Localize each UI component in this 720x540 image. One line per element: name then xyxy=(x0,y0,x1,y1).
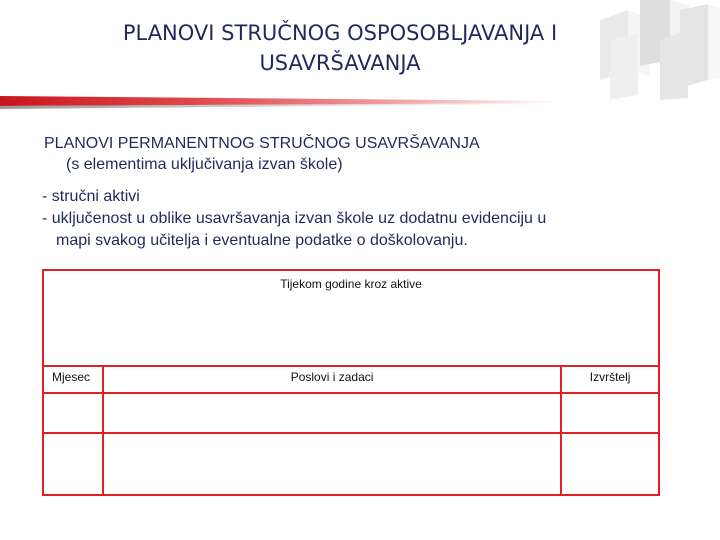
page-title xyxy=(60,18,620,78)
column-poslovi: Poslovi i zadaci xyxy=(103,366,561,393)
bullet-list xyxy=(42,186,682,252)
table-cell xyxy=(103,433,561,495)
bullet-item-2: - uključenost u oblike usavršavanja izvan škole uz dodatnu evidenciju u xyxy=(42,210,547,227)
plan-table xyxy=(42,269,660,496)
table-cell xyxy=(43,433,103,495)
table-header-row xyxy=(43,270,659,366)
table-header-text: Tijekom godine kroz aktive xyxy=(280,277,422,291)
table-row xyxy=(43,433,659,495)
title-line-1: PLANOVI STRUČNOG OSPOSOBLJAVANJA I xyxy=(122,21,558,45)
bullet-item-2-cont: mapi svakog učitelja i eventualne podatke o doškolovanju. xyxy=(56,232,468,249)
subtitle xyxy=(44,133,480,175)
table-cell xyxy=(103,393,561,433)
table-cell xyxy=(43,393,103,433)
bullet-item-1: - stručni aktivi xyxy=(42,188,140,205)
table-cell xyxy=(561,393,659,433)
title-line-2: USAVRŠAVANJA xyxy=(259,51,421,75)
subtitle-line-1: PLANOVI PERMANENTNOG STRUČNOG USAVRŠAVANJA xyxy=(44,135,480,152)
table-cell xyxy=(561,433,659,495)
table-header-cell xyxy=(43,270,659,366)
subtitle-line-2: (s elementima uključivanja izvan škole) xyxy=(66,156,343,173)
title-underline-bar xyxy=(0,96,560,110)
table-column-row xyxy=(43,366,659,393)
table-row xyxy=(43,393,659,433)
column-izvrstelj: Izvrštelj xyxy=(561,366,659,393)
column-mjesec: Mjesec xyxy=(43,366,103,393)
